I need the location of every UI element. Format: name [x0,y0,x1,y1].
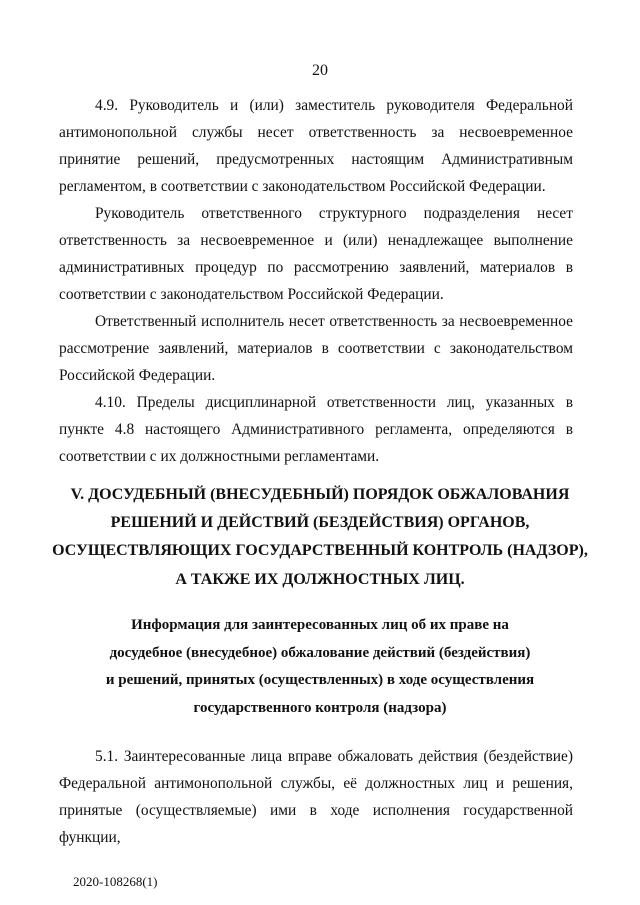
section-heading-line: РЕШЕНИЙ И ДЕЙСТВИЙ (БЕЗДЕЙСТВИЯ) ОРГАНОВ, [110,514,530,532]
subheading-line: государственного контроля (надзора) [193,699,447,716]
paragraph-5-1: 5.1. Заинтересованные лица вправе обжаловать действия (бездействие) Федеральной антимонопольной службы, её должностных лиц и решения, принятые (осуществляемые) ими в ходе исполнения государственной функции, [59,748,573,847]
info-subheading [60,612,580,722]
subheading-line: Информация для заинтересованных лиц об их праве на [131,617,509,633]
document-code: 2020-108268(1) [73,874,158,889]
section-v-heading [40,481,600,594]
section-heading-line: А ТАКЖЕ ИХ ДОЛЖНОСТНЫХ ЛИЦ. [175,570,465,588]
page-number: 20 [312,62,328,79]
subheading-line: досудебное (внесудебное) обжалование действий (бездействия) [109,644,531,661]
paragraph-4-10: 4.10. Пределы дисциплинарной ответственности лиц, указанных в пункте 4.8 настоящего Административного регламента, определяются в соответствии с их должностными регламентами. [59,394,573,466]
paragraph-department-head: Руководитель ответственного структурного подразделения несет ответственность за несвоевременное и (или) ненадлежащее выполнение административных процедур по рассмотрению заявлений, материалов в соответствии с законодательством Российской Федерации. [59,205,573,304]
paragraph-responsible-executor: Ответственный исполнитель несет ответственность за несвоевременное рассмотрение заявлений, материалов в соответствии с законодательством Российской Федерации. [59,313,573,385]
section-heading-line: V. ДОСУДЕБНЫЙ (ВНЕСУДЕБНЫЙ) ПОРЯДОК ОБЖАЛОВАНИЯ [70,486,570,503]
section-heading-line: ОСУЩЕСТВЛЯЮЩИХ ГОСУДАРСТВЕННЫЙ КОНТРОЛЬ (НАДЗОР), [52,542,588,560]
paragraph-4-9: 4.9. Руководитель и (или) заместитель руководителя Федеральной антимонопольной службы несет ответственность за несвоевременное принятие решений, предусмотренных настоящим Административным регламентом, в соответствии с законодательством Российской Федерации. [59,97,573,196]
subheading-line: и решений, принятых (осуществленных) в ходе осуществления [105,672,535,689]
